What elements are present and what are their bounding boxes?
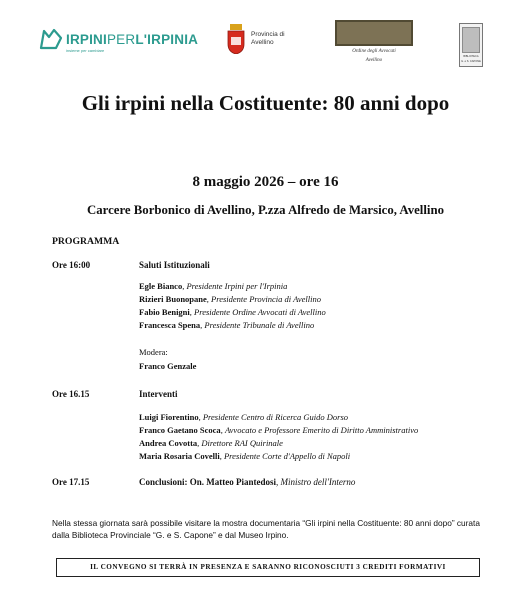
block-1-heading: Saluti Istituzionali xyxy=(139,260,210,270)
block-2-person: Maria Rosaria Covelli, Presidente Corte d'Appello di Napoli xyxy=(139,451,351,461)
block-2-person: Luigi Fiorentino, Presidente Centro di Ricerca Guido Dorso xyxy=(139,412,349,422)
biblioteca-capone-logo xyxy=(459,23,483,67)
programma-heading: PROGRAMMA xyxy=(52,236,120,247)
provincia-avellino-logo xyxy=(227,24,285,54)
block-2-person: Franco Gaetano Scoca, Avvocato e Professore Emerito di Diritto Amministrativo xyxy=(139,425,419,435)
irpini-wordmark: IRPINIPERL'IRPINIA xyxy=(66,32,199,47)
event-place: Carcere Borbonico di Avellino, P.zza Alfredo de Marsico, Avellino xyxy=(87,203,444,217)
portrait-image xyxy=(462,27,480,53)
block-2-time: Ore 16.15 xyxy=(52,389,90,399)
block-1-person: Fabio Benigni, Presidente Ordine Avvocati di Avellino xyxy=(139,307,326,317)
biblioteca-line-2: G. e S. CAPONE xyxy=(461,60,481,63)
block-3-heading: Conclusioni: On. Matteo Piantedosi, Ministro dell'Interno xyxy=(139,477,356,487)
biblioteca-line-1: BIBLIOTECA xyxy=(463,55,479,58)
crest-shield-icon xyxy=(227,24,245,54)
provincia-line-1: Provincia di xyxy=(251,31,285,38)
ordine-line-1: Ordine degli Avvocati xyxy=(352,49,396,54)
block-1-person: Francesca Spena, Presidente Tribunale di Avellino xyxy=(139,320,315,330)
block-2-person: Andrea Covotta, Direttore RAI Quirinale xyxy=(139,438,283,448)
irpini-per-irpinia-logo xyxy=(38,26,198,53)
irpini-tagline: insieme per cambiare xyxy=(66,48,105,53)
event-date: 8 maggio 2026 – ore 16 xyxy=(192,174,339,190)
header-logos xyxy=(0,20,531,70)
block-1-person: Egle Bianco, Presidente Irpini per l'Irpinia xyxy=(139,281,288,291)
fox-head-icon xyxy=(38,26,64,52)
moderator-label: Modera: xyxy=(139,347,168,357)
block-3-time: Ore 17.15 xyxy=(52,477,90,487)
provincia-line-2: Avellino xyxy=(251,39,274,46)
ordine-avvocati-logo xyxy=(335,20,413,64)
ordine-line-2: Avellino xyxy=(365,58,383,63)
credits-banner: IL CONVEGNO SI TERRÀ IN PRESENZA E SARANNO RICONOSCIUTI 3 CREDITI FORMATIVI xyxy=(56,558,480,577)
block-1-person: Rizieri Buonopane, Presidente Provincia di Avellino xyxy=(139,294,321,304)
ordine-emblem-image xyxy=(335,20,413,46)
moderator-name: Franco Genzale xyxy=(139,361,197,371)
event-title: Gli irpini nella Costituente: 80 anni dopo xyxy=(81,91,450,115)
block-2-heading: Interventi xyxy=(139,389,178,399)
block-1-time: Ore 16:00 xyxy=(52,260,91,270)
exhibition-note: Nella stessa giornata sarà possibile visitare la mostra documentaria “Gli irpini nella Costituente: 80 anni dopo” curata dalla Biblioteca Provinciale “G. e S. Capone” e dal Museo Irpino. xyxy=(52,518,480,540)
